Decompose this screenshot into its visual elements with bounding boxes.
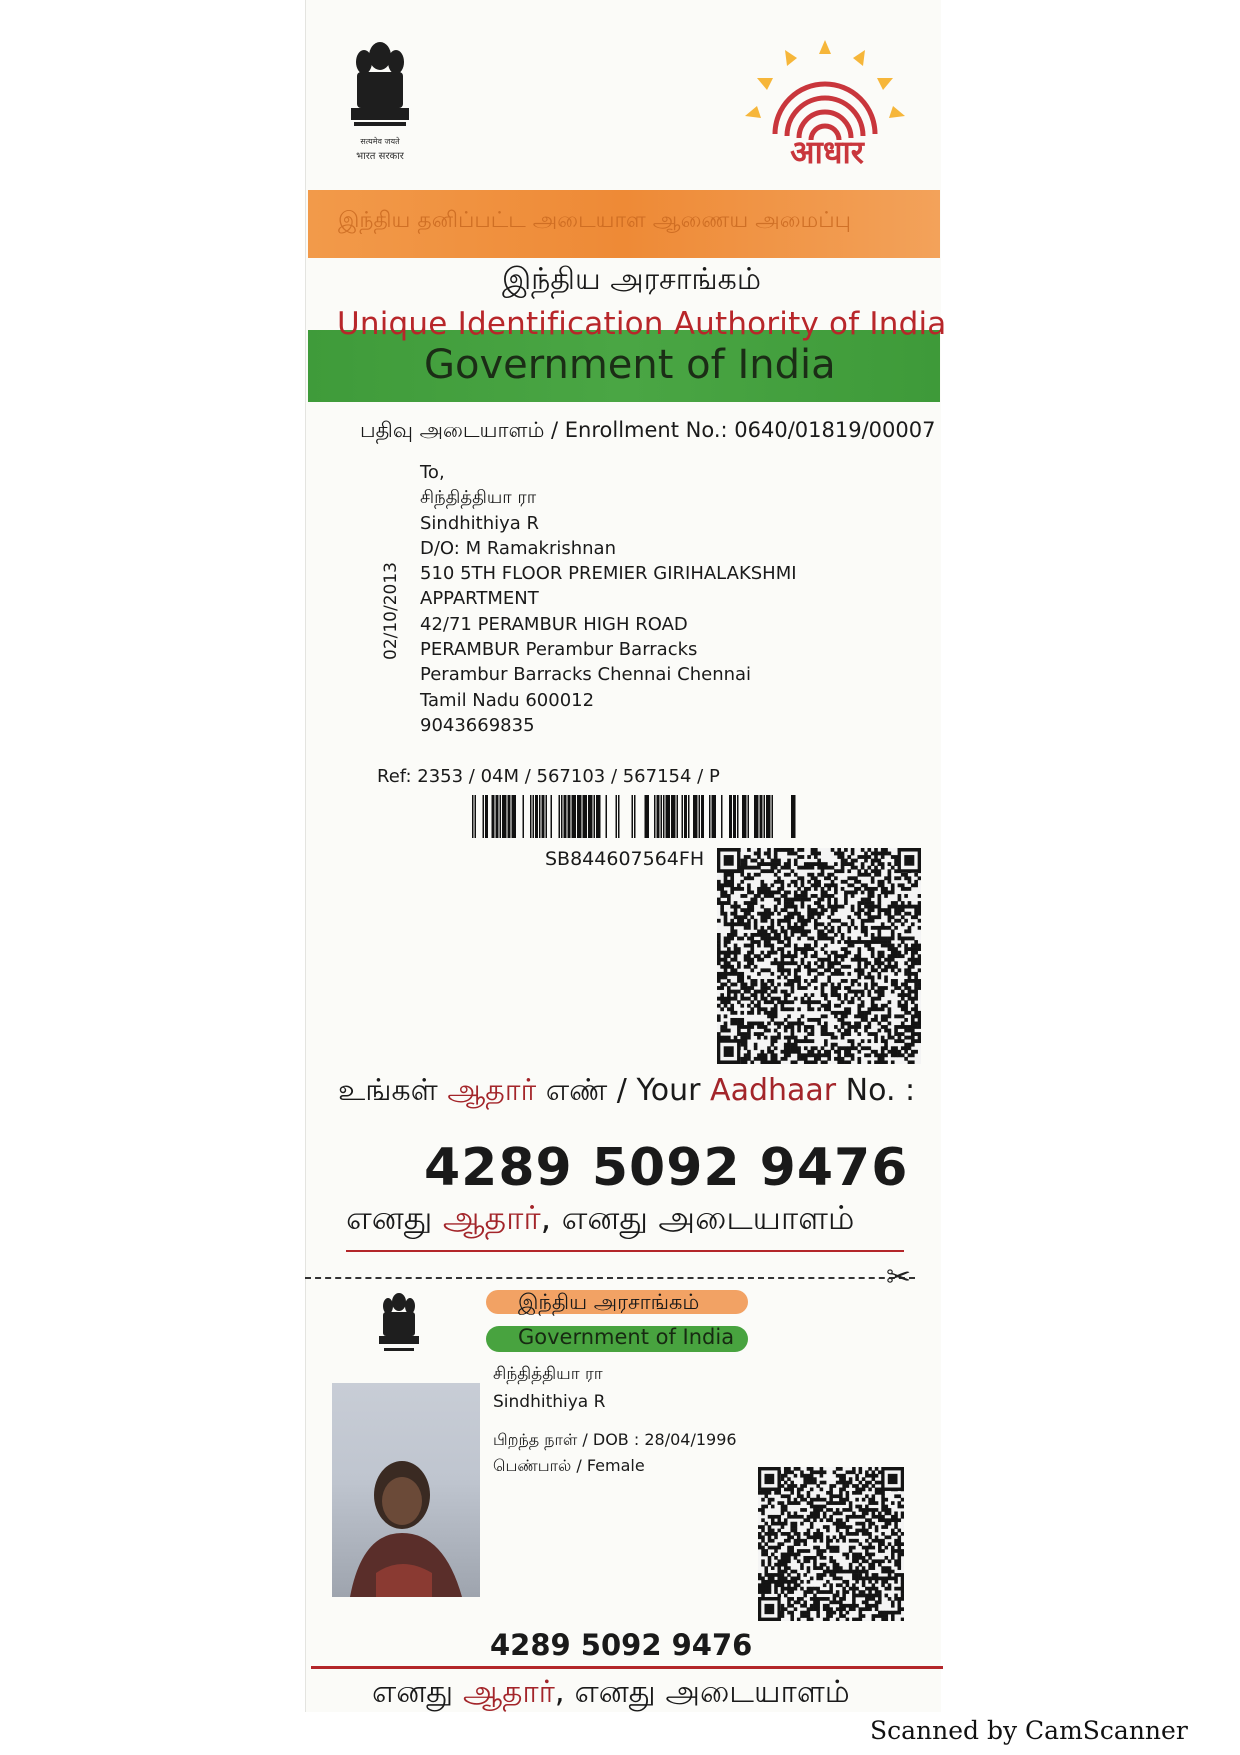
enrollment-number: பதிவு அடையாளம் / Enrollment No.: 0640/01819/00007	[360, 418, 936, 442]
national-emblem-small-icon	[374, 1288, 424, 1368]
aadhaar-slogan	[346, 1198, 854, 1242]
person-photo-icon	[332, 1383, 480, 1597]
address-line: APPARTMENT	[420, 588, 539, 610]
card-slogan	[372, 1674, 850, 1714]
address-line: 510 5TH FLOOR PREMIER GIRIHALAKSHMI	[420, 563, 797, 585]
your-no-mixed: எண் / Your	[545, 1073, 701, 1108]
card-aadhaar-number: 4289 5092 9476	[490, 1628, 753, 1662]
card-dob: பிறந்த நாள் / DOB : 28/04/1996	[493, 1430, 737, 1449]
slogan-part: , எனது அடையாளம்	[540, 1198, 855, 1237]
address-line: To,	[420, 462, 445, 483]
emblem-caption: सत्यमेव जयते	[360, 137, 400, 146]
aadhaar-logo-icon	[735, 38, 915, 168]
card-name-english: Sindhithiya R	[493, 1392, 606, 1412]
slogan-aadhaar: ஆதார்	[463, 1674, 555, 1710]
camscanner-watermark: Scanned by CamScanner	[870, 1716, 1188, 1745]
card-gender: பெண்பால் / Female	[493, 1456, 645, 1475]
slogan-part: எனது	[346, 1198, 433, 1237]
slogan-aadhaar: ஆதார்	[442, 1198, 541, 1237]
your-no-end: No. :	[845, 1073, 916, 1108]
slogan-part: , எனது அடையாளம்	[554, 1674, 850, 1710]
red-divider	[346, 1250, 904, 1252]
barcode-icon	[452, 795, 797, 838]
your-no-aadhaar-tamil: ஆதார்	[447, 1073, 537, 1108]
card-qr-code-icon	[758, 1467, 904, 1621]
aadhaar-logo-text: आधार	[790, 133, 864, 168]
emblem-caption: भारत सरकार	[356, 151, 404, 162]
scissors-icon: ✂	[886, 1260, 912, 1295]
qr-code-icon	[717, 848, 921, 1064]
card-red-divider	[311, 1666, 943, 1669]
address-block	[420, 460, 797, 738]
your-aadhaar-no-label	[338, 1073, 915, 1112]
slogan-part: எனது	[372, 1674, 454, 1710]
uidai-tamil-title: இந்திய தனிப்பட்ட அடையாள ஆணைய அமைப்பு	[338, 208, 851, 233]
header-orange-band	[308, 190, 940, 258]
cut-line	[305, 1277, 915, 1279]
gov-tamil-title: இந்திய அரசாங்கம்	[502, 262, 761, 297]
address-line: Tamil Nadu 600012	[420, 689, 595, 711]
address-line: Perambur Barracks Chennai Chennai	[420, 664, 752, 686]
card-name-tamil: சிந்தித்தியா ரா	[493, 1364, 603, 1384]
uidai-english-title: Unique Identification Authority of India	[337, 306, 947, 342]
card-holder-photo	[332, 1383, 480, 1597]
letter-date: 02/10/2013	[381, 562, 401, 660]
barcode-code: SB844607564FH	[545, 848, 705, 870]
address-line: 42/71 PERAMBUR HIGH ROAD	[420, 613, 688, 635]
card-gov-tamil: இந்திய அரசாங்கம்	[518, 1290, 700, 1314]
address-line: PERAMBUR Perambur Barracks	[420, 639, 698, 661]
your-no-aadhaar-english: Aadhaar	[710, 1073, 837, 1108]
your-no-tamil: உங்கள்	[338, 1073, 438, 1108]
gov-english-title: Government of India	[424, 342, 836, 388]
card-gov-english: Government of India	[518, 1325, 735, 1349]
aadhaar-number: 4289 5092 9476	[424, 1138, 909, 1198]
address-line: Sindhithiya R	[420, 512, 540, 534]
national-emblem-icon	[345, 32, 415, 167]
reference-number: Ref: 2353 / 04M / 567103 / 567154 / P	[377, 766, 720, 787]
address-line: 9043669835	[420, 714, 535, 736]
address-line: D/O: M Ramakrishnan	[420, 537, 616, 559]
address-line: சிந்தித்தியா ரா	[420, 487, 537, 509]
